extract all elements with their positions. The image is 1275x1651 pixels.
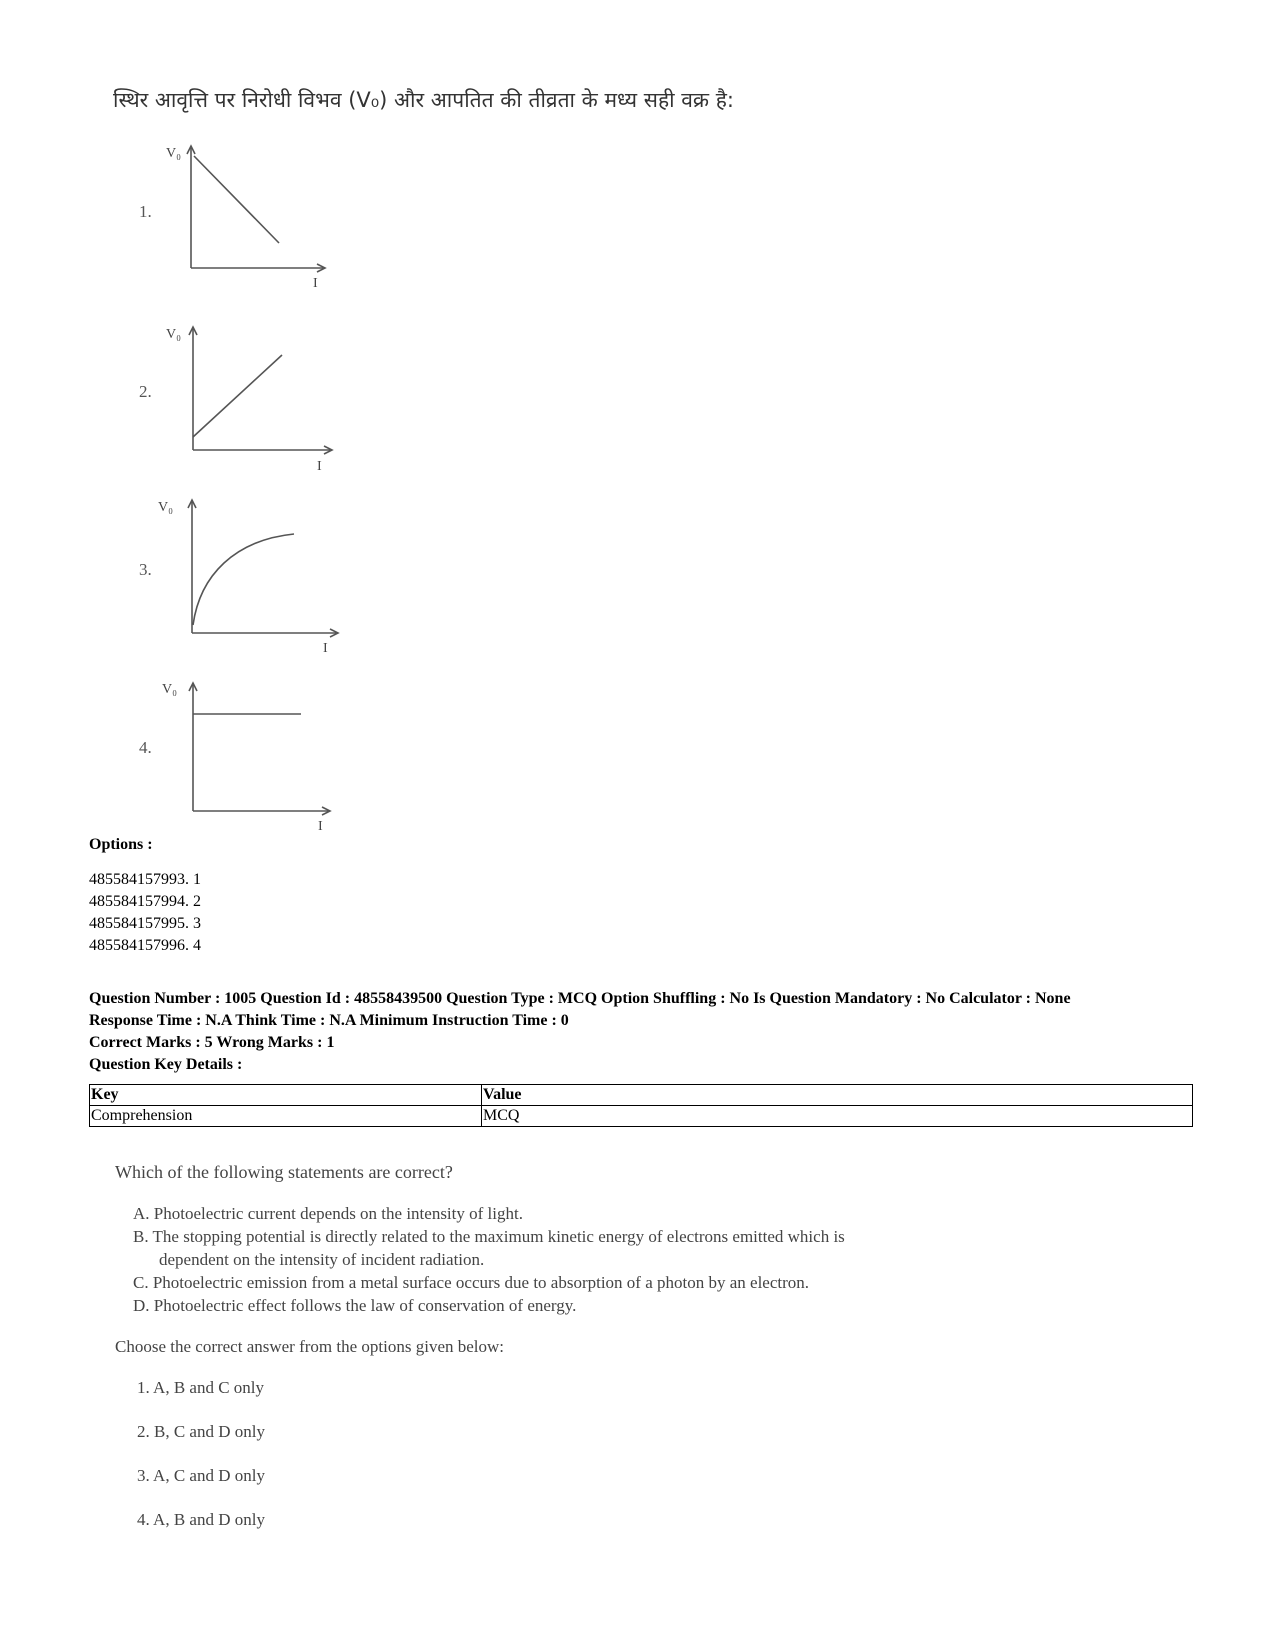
option-item: 485584157996. 4 [89, 937, 201, 954]
question-title-hindi: स्थिर आवृत्ति पर निरोधी विभव (V₀) और आपतित की तीव्रता के मध्य सही वक्र है: [113, 88, 734, 112]
graph-4 [189, 683, 330, 815]
answer-option-2: 2. B, C and D only [137, 1422, 265, 1441]
graph-2-curve-increasing [193, 355, 282, 437]
answer-option-3: 3. A, C and D only [137, 1466, 265, 1485]
option-item: 485584157995. 3 [89, 915, 201, 932]
graph-1-curve-decreasing [194, 156, 279, 243]
statement-b: B. The stopping potential is directly related to the maximum kinetic energy of electrons emitted which is [133, 1227, 845, 1246]
graph-3-xlabel: I [323, 641, 328, 656]
statement-b-continued: dependent on the intensity of incident radiation. [159, 1250, 485, 1269]
graph-2-number: 2. [139, 382, 152, 401]
table-header-row [90, 1085, 1193, 1106]
graph-4-number: 4. [139, 738, 152, 757]
graph-2-ylabel: V₀ [166, 327, 181, 342]
question-meta [89, 988, 1071, 1076]
graph-4-xlabel: I [318, 819, 323, 834]
graph-1-ylabel: V₀ [166, 146, 181, 161]
question-text: Which of the following statements are correct? [115, 1162, 453, 1182]
statement-a: A. Photoelectric current depends on the intensity of light. [133, 1204, 523, 1223]
statement-c: C. Photoelectric emission from a metal surface occurs due to absorption of a photon by an electron. [133, 1273, 810, 1292]
choose-instruction: Choose the correct answer from the options given below: [115, 1337, 505, 1356]
table-cell-value: MCQ [482, 1106, 1193, 1127]
table-header-key: Key [90, 1085, 482, 1106]
table-cell-key: Comprehension [90, 1106, 482, 1127]
answer-option-1: 1. A, B and C only [137, 1378, 265, 1397]
meta-line-times: Response Time : N.A Think Time : N.A Minimum Instruction Time : 0 [89, 1012, 569, 1029]
graph-2-xlabel: I [317, 459, 322, 474]
graph-2 [189, 327, 332, 454]
question-key-table [89, 1084, 1193, 1127]
option-item: 485584157994. 2 [89, 893, 201, 910]
graph-3-curve-saturating [193, 534, 294, 625]
table-header-value: Value [482, 1085, 1193, 1106]
graph-1-number: 1. [139, 202, 152, 221]
graph-1 [187, 146, 325, 272]
answer-option-4: 4. A, B and D only [137, 1510, 265, 1529]
options-heading: Options : [89, 836, 153, 853]
statements-list [133, 1202, 845, 1317]
options-list [89, 869, 201, 957]
table-row [90, 1106, 1193, 1127]
graph-4-ylabel: V₀ [162, 682, 177, 697]
meta-line-question-info: Question Number : 1005 Question Id : 48558439500 Question Type : MCQ Option Shuffling : No Is Question Mandatory : No Calculator : None [89, 990, 1071, 1007]
meta-line-marks: Correct Marks : 5 Wrong Marks : 1 [89, 1034, 335, 1051]
meta-line-key-details: Question Key Details : [89, 1056, 243, 1073]
graph-3-ylabel: V₀ [158, 500, 173, 515]
statement-d: D. Photoelectric effect follows the law of conservation of energy. [133, 1296, 577, 1315]
option-item: 485584157993. 1 [89, 871, 201, 888]
graph-3 [188, 500, 338, 637]
graph-3-number: 3. [139, 560, 152, 579]
graph-1-xlabel: I [313, 276, 318, 291]
